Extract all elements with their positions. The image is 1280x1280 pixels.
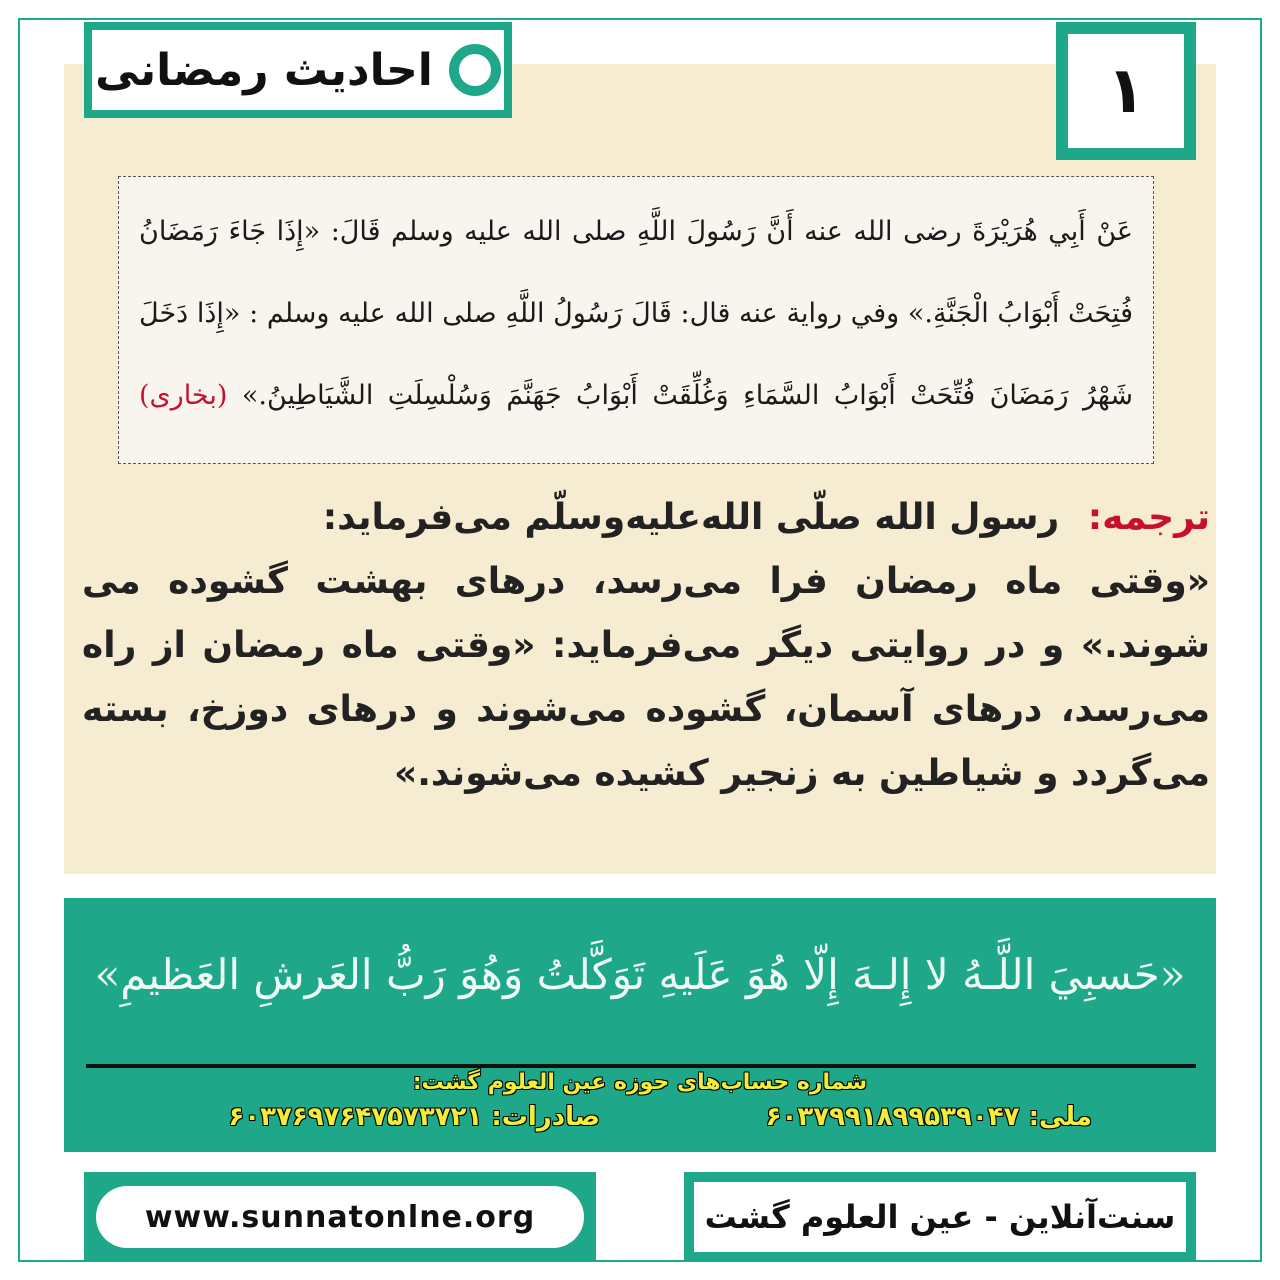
title-badge	[84, 22, 512, 118]
accounts-title: شماره حساب‌های حوزه عین العلوم گشت:	[412, 1070, 868, 1095]
website-badge	[84, 1172, 596, 1262]
translation-heading: رسول الله صلّی الله‌علیه‌وسلّم می‌فرماید:	[322, 497, 1060, 538]
dua-text: «حَسبِيَ اللَّـهُ لا إِلـهَ إِلّا هُوَ عَلَيهِ تَوَكَّلتُ وَهُوَ رَبُّ العَرشِ العَظيمِ»	[94, 950, 1186, 999]
page-title: احادیث رمضانی	[95, 44, 433, 96]
website-link[interactable]: www.sunnatonlne.org	[96, 1186, 584, 1248]
brand-badge	[684, 1172, 1196, 1262]
dua-band	[64, 898, 1216, 1152]
hadith-text: عَنْ أَبِي هُرَيْرَةَ رضى الله عنه أَنَّ رَسُولَ اللَّهِ صلى الله عليه وسلم قَالَ: «إِذَا جَاءَ رَمَضَانُ فُتِحَتْ أَبْوَابُ الْجَنَّةِ.» وفي رواية عنه قال: قَالَ رَسُولُ اللَّهِ صلى الله عليه وسلم : «إِذَا دَخَلَ شَهْرُ رَمَضَانَ فُتِّحَتْ أَبْوَابُ السَّمَاءِ وَغُلِّقَتْ أَبْوَابُ جَهَنَّمَ وَسُلْسِلَتِ الشَّيَاطِينُ.»	[139, 216, 1133, 411]
brand-name: سنت‌آنلاین - عین العلوم گشت	[694, 1182, 1186, 1252]
number-badge	[1056, 22, 1196, 160]
hadith-source: (بخاری)	[139, 380, 228, 411]
translation-label: ترجمه:	[1087, 497, 1210, 538]
ring-icon	[449, 44, 501, 96]
translation-block	[82, 486, 1210, 806]
translation-body: «وقتی ماه رمضان فرا می‌رسد، درهای بهشت گشوده می شوند.» و در روایتی دیگر می‌فرماید: «وقتی ماه رمضان از راه می‌رسد، درهای آسمان، گشوده می‌شوند و درهای دوزخ، بسته می‌گردد و شیاطین به زنجیر کشیده می‌شوند.»	[82, 561, 1210, 794]
hadith-box	[118, 176, 1154, 464]
account-melli: ملی: ۶۰۳۷۹۹۱۸۹۹۵۳۹۰۴۷	[765, 1102, 1092, 1132]
translation-heading-line	[82, 486, 1210, 550]
divider	[86, 1064, 1196, 1068]
title-badge-inner	[92, 30, 504, 110]
hadith-number: ۱	[1068, 34, 1184, 148]
account-saderat: صادرات: ۶۰۳۷۶۹۷۶۴۷۵۷۳۷۲۱	[228, 1102, 600, 1132]
